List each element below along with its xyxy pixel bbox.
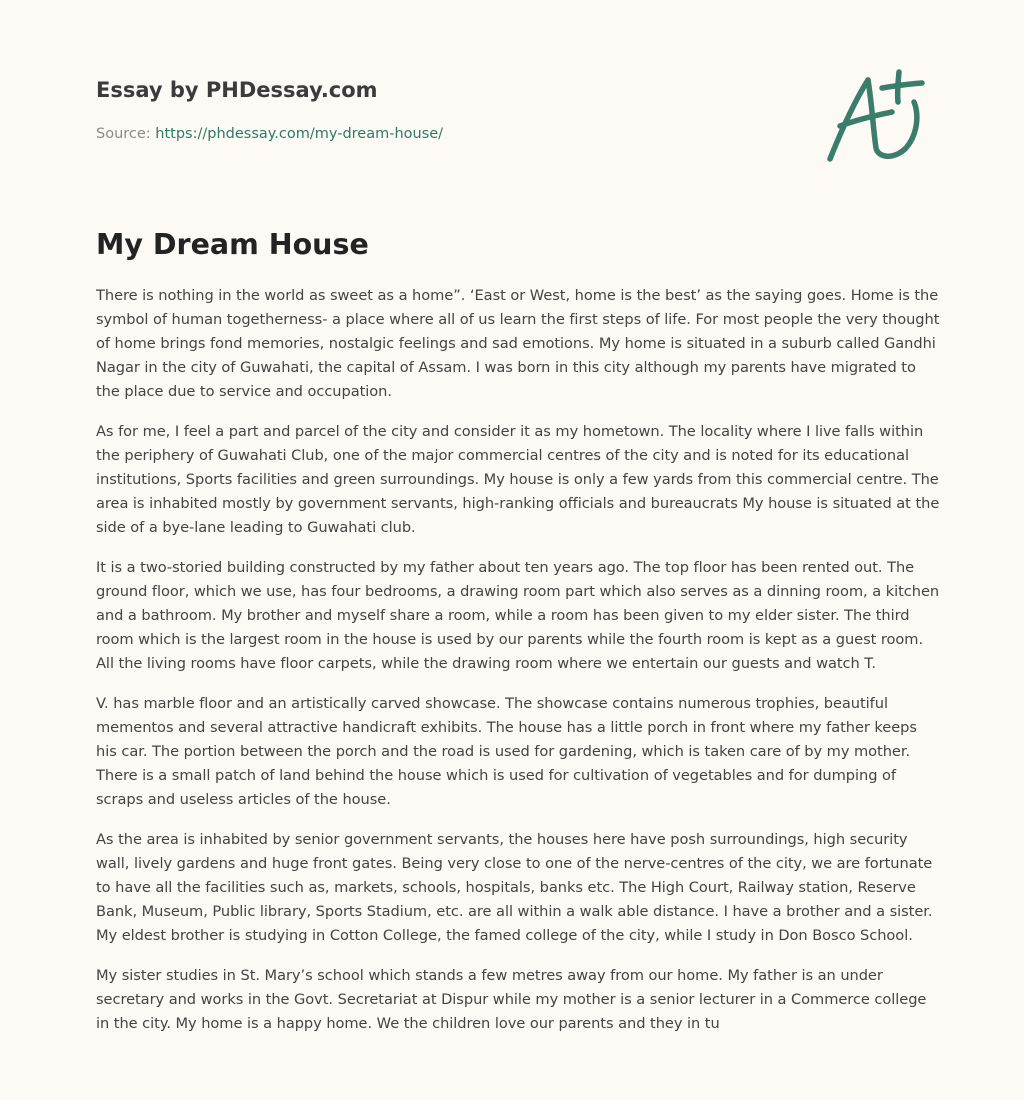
a-plus-grade-icon [822,68,930,166]
page-header [96,76,696,144]
essay-paragraph: As the area is inhabited by senior government servants, the houses here have posh surroundings, high security wall, lively gardens and huge front gates. Being very close to one of the nerve-centres of the city, we are fortunate to have all the facilities such as, markets, schools, hospitals, banks etc. The High Court, Railway station, Reserve Bank, Museum, Public library, Sports Stadium, etc. are all within a walk able distance. I have a brother and a sister. My eldest brother is studying in Cotton College, the famed college of the city, while I study in Don Bosco School. [96,831,933,944]
source-label: Source: [96,126,156,142]
essay-paragraph: There is nothing in the world as sweet as a home”. ‘East or West, home is the best’ as the saying goes. Home is the symbol of human togetherness- a place where all of us learn the first steps of life. For most people the very thought of home brings fond memories, nostalgic feelings and sad emotions. My home is situated in a suburb called Gandhi Nagar in the city of Guwahati, the capital of Assam. I was born in this city although my parents have migrated to the place due to service and occupation. [96,287,940,400]
essay-paragraph: It is a two-storied building constructed by my father about ten years ago. The top floor has been rented out. The ground floor, which we use, has four bedrooms, a drawing room part which also serves as a dinning room, a kitchen and a bathroom. My brother and myself share a room, while a room has been given to my elder sister. The third room which is the largest room in the house is used by our parents while the fourth room is kept as a guest room. All the living rooms have floor carpets, while the drawing room where we entertain our guests and watch T. [96,559,940,672]
essay-title: My Dream House [96,228,369,261]
essay-body [96,284,942,1052]
essay-paragraph: V. has marble floor and an artistically carved showcase. The showcase contains numerous trophies, beautiful mementos and several attractive handicraft exhibits. The house has a little porch in front where my father keeps his car. The portion between the porch and the road is used for gardening, which is taken care of by my mother. There is a small patch of land behind the house which is used for cultivation of vegetables and for dumping of scraps and useless articles of the house. [96,695,917,808]
essay-paragraph: My sister studies in St. Mary’s school which stands a few metres away from our home. My father is an under secretary and works in the Govt. Secretariat at Dispur while my mother is a senior lecturer in a Commerce college in the city. My home is a happy home. We the children love our parents and they in tu [96,967,927,1032]
source-line [96,124,696,144]
brand-title: Essay by PHDessay.com [96,78,378,102]
essay-paragraph: As for me, I feel a part and parcel of the city and consider it as my hometown. The locality where I live falls within the periphery of Guwahati Club, one of the major commercial centres of the city and is noted for its educational institutions, Sports facilities and green surroundings. My house is only a few yards from this commercial centre. The area is inhabited mostly by government servants, high-ranking officials and bureaucrats My house is situated at the side of a bye-lane leading to Guwahati club. [96,423,940,536]
source-link[interactable]: https://phdessay.com/my-dream-house/ [155,126,444,142]
